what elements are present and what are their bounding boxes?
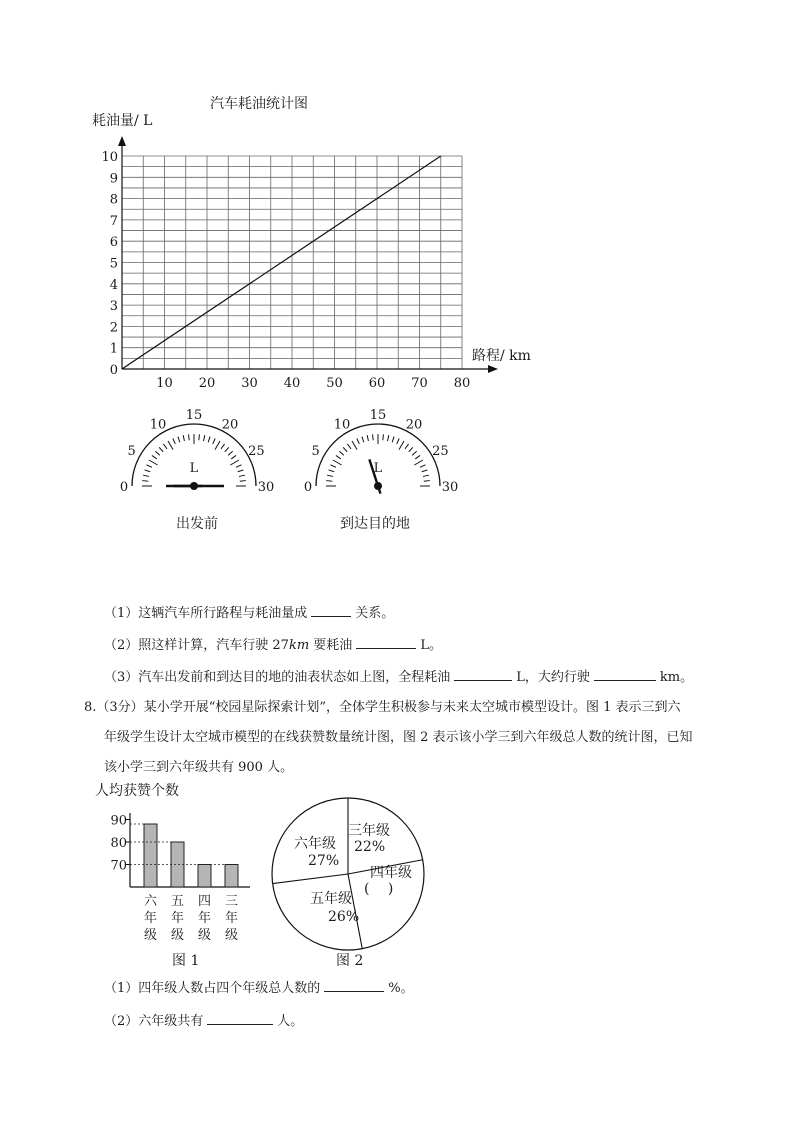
gauge-tick <box>221 444 225 449</box>
gauge-tick <box>329 470 335 472</box>
gauge-tick <box>208 437 210 443</box>
q7-part3-blank1[interactable] <box>454 668 512 681</box>
bar-y-tick-label: 80 <box>110 836 127 851</box>
gauge-tick <box>238 470 244 472</box>
gauge-arrive <box>304 408 458 495</box>
x-axis-arrow <box>488 365 498 373</box>
gauge-tick <box>383 434 384 440</box>
gauge-tick <box>230 460 239 465</box>
gauge-tick <box>145 470 151 472</box>
y-axis-arrow <box>118 136 126 146</box>
gauge-tick <box>330 465 335 467</box>
gauge-tick <box>163 444 167 449</box>
gauge-tick <box>405 444 409 449</box>
bar-category-label: 三 <box>224 894 239 909</box>
q7-part2-tail: 要耗油 <box>309 638 353 653</box>
gauge-tick <box>239 475 245 476</box>
bar-category-label: 年 <box>224 911 239 926</box>
gauge-tick <box>204 435 205 441</box>
q8-line2: 年级学生设计太空城市模型的在线获赞数量统计图，图 2 表示该小学三到六年级总人数的统计图，已知 <box>104 730 693 745</box>
q8-part2-blank[interactable] <box>207 1012 273 1025</box>
gauge-tick <box>168 441 173 450</box>
q7-part1 <box>104 602 394 621</box>
q8-part1 <box>104 977 414 996</box>
gauge-tick <box>143 475 149 476</box>
gauge-tick-label: 25 <box>432 444 449 459</box>
gauge-tick <box>373 434 374 440</box>
gauge-tick <box>142 481 148 482</box>
bar-y-tick-label: 90 <box>110 813 127 829</box>
q8-line1 <box>84 696 681 715</box>
gauge-tick-label: 30 <box>441 480 459 495</box>
fuel-consumption-line-chart <box>0 0 794 400</box>
gauge-tick-label: 10 <box>149 417 167 433</box>
gauge-tick-label: 15 <box>369 408 387 423</box>
x-tick-label: 30 <box>241 376 258 391</box>
q7-part3-mid: L，大约行驶 <box>516 670 590 685</box>
x-tick-label: 50 <box>326 376 343 391</box>
gauge-depart-caption: 出发前 <box>176 516 218 532</box>
q8-part1-blank[interactable] <box>324 979 384 992</box>
gauge-tick <box>189 434 190 440</box>
gauge-tick-label: 10 <box>333 417 351 433</box>
gauge-tick <box>236 465 241 467</box>
q8-line1-text: 某小学开展“校园星际探索计划”，全体学生积极参与未来太空城市模型设计。图 1 表示三到六 <box>143 700 681 715</box>
bar-y-tick-label: 70 <box>110 858 127 874</box>
x-tick-label: 60 <box>368 376 386 391</box>
gauge-tick <box>357 438 359 443</box>
bar-category-label: 级 <box>170 928 185 943</box>
q8-part2 <box>104 1010 303 1029</box>
y-tick-label: 8 <box>109 192 118 208</box>
gauge-tick <box>422 470 428 472</box>
y-tick-label: 1 <box>109 341 118 357</box>
gauge-tick <box>215 441 220 450</box>
gauge-tick <box>228 451 232 455</box>
y-tick-label: 2 <box>109 320 118 336</box>
bar-category-label: 级 <box>224 928 239 943</box>
q8-part1-text: （1）四年级人数占四个年级总人数的 <box>104 981 321 996</box>
q7-part3-text: （3）汽车出发前和到达目的地的油表状态如上图，全程耗油 <box>104 670 451 685</box>
y-tick-label: 0 <box>109 363 118 378</box>
pie-label-g5-pct: 26% <box>328 909 360 925</box>
q7-part2 <box>104 634 442 653</box>
bar <box>225 865 238 888</box>
q8-number: 8. <box>84 700 97 715</box>
pie-label-g3-pct: 22% <box>354 839 386 855</box>
gauge-tick <box>343 447 347 451</box>
gauge-tick <box>414 460 423 465</box>
pie-label-g4-pct: ( ) <box>364 881 394 897</box>
bar-chart <box>110 813 250 943</box>
fig2-caption: 图 2 <box>336 953 364 969</box>
gauge-tick-label: 0 <box>303 480 313 495</box>
q7-part2-end: L。 <box>420 638 442 653</box>
gauge-tick <box>199 434 200 440</box>
gauge-unit-label: L <box>189 461 199 476</box>
gauge-tick <box>231 455 236 459</box>
gauge-tick <box>339 451 343 455</box>
gauge-tick <box>388 435 389 441</box>
gauge-tick <box>183 435 184 441</box>
y-tick-label: 6 <box>109 235 118 251</box>
gauge-tick <box>352 441 357 450</box>
x-axis-label: 路程/ km <box>472 348 531 364</box>
y-tick-label: 3 <box>109 299 118 315</box>
q8-part1-tail: %。 <box>388 981 414 996</box>
gauge-tick <box>399 441 404 450</box>
y-tick-label: 10 <box>101 150 118 165</box>
chart-title: 汽车耗油统计图 <box>210 96 308 112</box>
x-tick-label: 40 <box>283 376 301 391</box>
gauge-tick <box>412 451 416 455</box>
y-axis-label: 耗油量/ L <box>92 113 153 129</box>
gauge-tick <box>159 447 163 451</box>
gauge-arrive-caption: 到达目的地 <box>340 516 410 532</box>
gauge-tick <box>326 481 332 482</box>
gauge-tick-label: 5 <box>127 444 136 459</box>
gauge-tick <box>327 475 333 476</box>
gauge-tick <box>155 451 159 455</box>
q8-figures <box>0 775 794 975</box>
pie-label-g3-name: 三年级 <box>348 823 390 839</box>
gauge-tick-label: 20 <box>221 417 239 433</box>
q8-line3: 该小学三到六年级共有 900 人。 <box>104 760 294 775</box>
chart-grid <box>122 156 462 369</box>
q7-part2-blank[interactable] <box>356 636 416 649</box>
bar-category-label: 年 <box>143 911 158 926</box>
x-tick-label: 10 <box>156 376 173 391</box>
gauge-tick <box>347 444 351 449</box>
gauge-tick-label: 30 <box>257 480 275 495</box>
gauge-arc <box>316 424 440 486</box>
gauge-hub <box>190 482 198 490</box>
q8-part2-tail: 人。 <box>277 1014 304 1029</box>
y-tick-label: 9 <box>109 171 118 187</box>
gauge-tick <box>333 460 342 465</box>
gauge-tick <box>225 447 229 451</box>
gauge-tick <box>423 475 429 476</box>
gauge-tick <box>178 437 180 443</box>
x-tick-label: 70 <box>411 376 428 391</box>
gauge-tick <box>409 447 413 451</box>
q7-part3-blank2[interactable] <box>594 668 656 681</box>
gauge-tick-label: 15 <box>185 408 203 423</box>
y-tick-label: 4 <box>109 277 118 293</box>
y-tick-label: 5 <box>109 256 118 272</box>
q7-part3 <box>104 666 693 685</box>
gauge-tick <box>152 455 157 459</box>
gauge-tick <box>362 437 364 443</box>
pie-label-g4-name: 四年级 <box>370 865 412 881</box>
bar <box>144 824 157 887</box>
gauge-tick <box>240 481 246 482</box>
q7-part1-blank[interactable] <box>311 604 351 617</box>
bar-category-label: 五 <box>170 894 185 909</box>
q8-score: （3分） <box>96 700 144 715</box>
gauge-tick-label: 0 <box>119 480 129 495</box>
gauge-tick-label: 25 <box>248 444 265 459</box>
bar-category-label: 六 <box>143 894 158 909</box>
gauge-tick <box>173 438 175 443</box>
bar-category-label: 年 <box>197 911 212 926</box>
q7-part2-unit: km <box>288 638 310 653</box>
q7-part2-text: （2）照这样计算，汽车行驶 27 <box>104 638 289 653</box>
gauge-arc <box>132 424 256 486</box>
bar <box>198 865 211 888</box>
gauge-hub <box>374 482 382 490</box>
gauge-tick <box>415 455 420 459</box>
gauge-tick <box>367 435 368 441</box>
q7-part3-end: km。 <box>659 670 694 685</box>
pie-label-g6-pct: 27% <box>308 853 340 869</box>
x-tick-label: 20 <box>198 376 216 391</box>
pie-label-g6-name: 六年级 <box>294 836 336 852</box>
q7-part1-text: （1）这辆汽车所行路程与耗油量成 <box>104 606 308 621</box>
bar-category-label: 年 <box>170 911 185 926</box>
fuel-gauges <box>0 400 794 540</box>
x-tick-labels <box>156 376 470 391</box>
gauge-tick <box>392 437 394 443</box>
x-tick-label: 80 <box>453 376 471 391</box>
gauge-tick <box>149 460 158 465</box>
gauge-unit-label: L <box>373 461 383 476</box>
bar-category-label: 级 <box>197 928 212 943</box>
bar-category-label: 级 <box>143 928 158 943</box>
gauge-tick <box>424 481 430 482</box>
q8-part2-text: （2）六年级共有 <box>104 1014 204 1029</box>
gauge-tick-label: 20 <box>405 417 423 433</box>
gauge-tick <box>146 465 151 467</box>
q7-part1-tail: 关系。 <box>355 606 395 621</box>
gauge-tick <box>336 455 341 459</box>
gauge-tick <box>397 438 399 443</box>
fig1-caption: 图 1 <box>172 953 200 969</box>
gauge-tick <box>213 438 215 443</box>
gauge-tick-label: 5 <box>311 444 320 459</box>
y-tick-label: 7 <box>109 213 118 229</box>
pie-label-g5-name: 五年级 <box>310 891 352 907</box>
gauge-tick <box>420 465 425 467</box>
y-tick-labels <box>101 150 118 378</box>
bar-y-label: 人均获赞个数 <box>95 783 179 799</box>
pie-slice-divider <box>273 874 348 884</box>
gauge-depart <box>120 408 274 495</box>
bar-category-label: 四 <box>197 894 212 909</box>
